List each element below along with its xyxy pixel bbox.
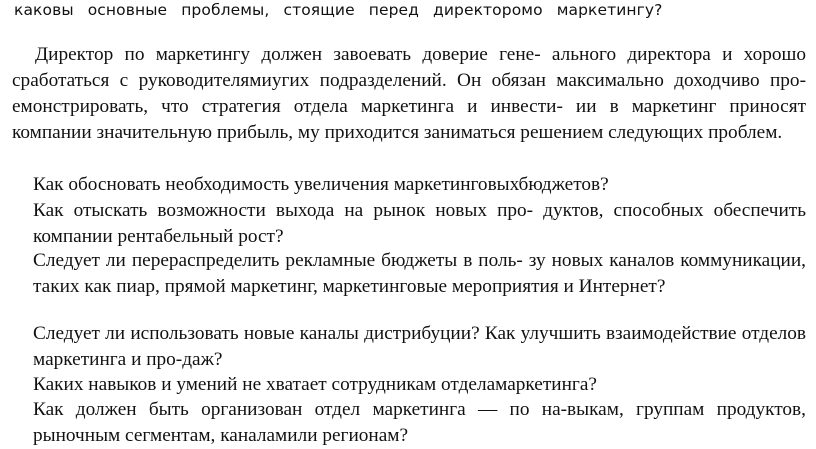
question-item: Как обосновать необходимость увеличения маркетинговыхбюджетов? (33, 174, 609, 195)
question-item: Следует ли использовать новые каналы дистрибуции? Как улучшить взаимодействие отделов маркетинга и про-даж? (33, 323, 806, 370)
document-title: каковы основные проблемы, стоящие перед директоромо маркетингу? (14, 1, 663, 19)
question-item: Каких навыков и умений не хватает сотрудникам отделамаркетинга? (33, 374, 597, 395)
question-item: Как отыскать возможности выхода на рынок новых про- дуктов, способных обеспечить компании рентабельный рост? (33, 200, 806, 247)
question-item: Как должен быть организован отдел маркетинга — по на-выкам, группам продуктов, рыночным сегментам, каналамили регионам? (33, 399, 806, 446)
intro-paragraph: Директор по маркетингу должен завоевать доверие гене- ального директора и хорошо сработаться с руководителямиугих подразделений. Он обязан максимально доходчиво про- емонстрировать, что стратегия отдела маркетинга и инвести- ии в маркетинг приносят компании значительную прибыль, му приходится заниматься решением следующих проблем. (12, 44, 806, 143)
question-item: Следует ли перераспределить рекламные бюджеты в поль- зу новых каналов коммуникации, таких как пиар, прямой маркетинг, маркетинговые мероприятия и Интернет? (33, 250, 806, 297)
